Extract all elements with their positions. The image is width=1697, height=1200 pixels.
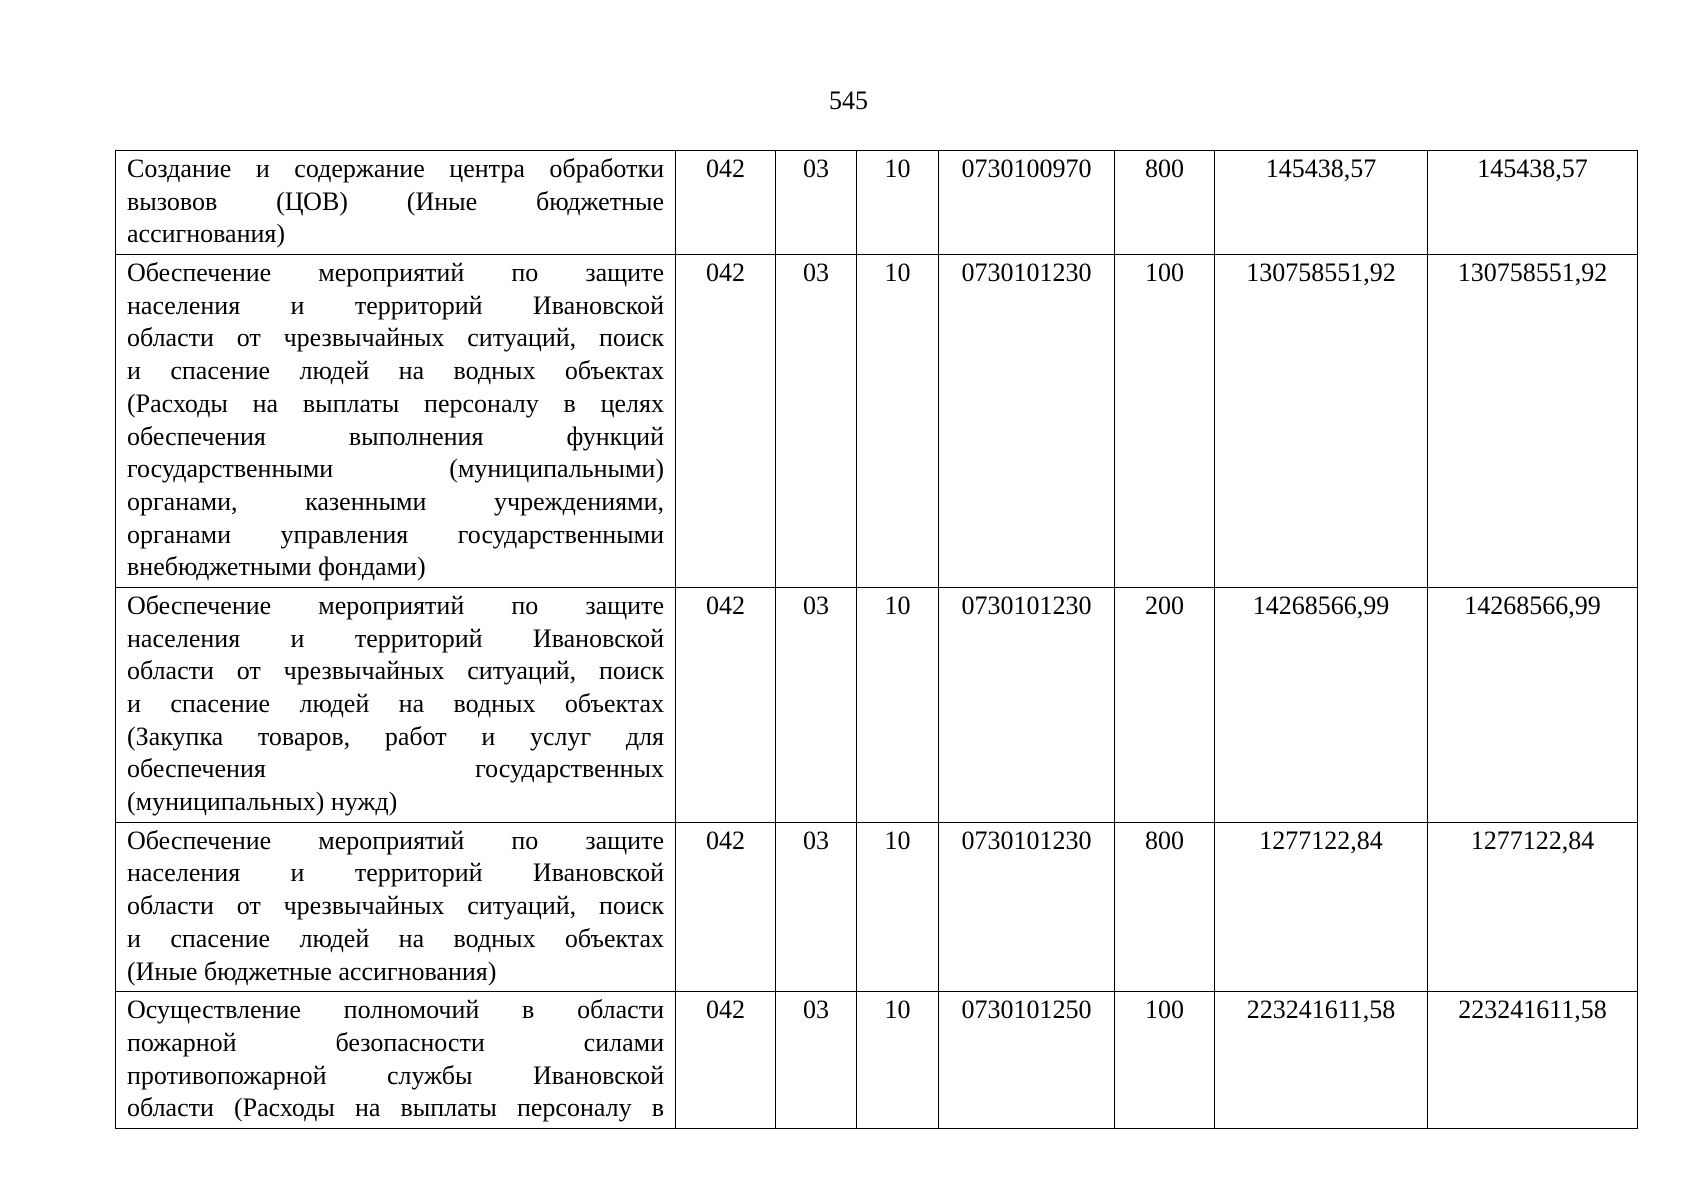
amount-year-1: 130758551,92 [1215, 255, 1428, 588]
row-description [116, 992, 676, 1129]
description-line: обеспечения выполнения функций [127, 421, 664, 451]
description-line: и спасение людей на водных объектах [127, 356, 664, 386]
target-article-code: 0730101230 [939, 822, 1115, 991]
description-line: государственными (муниципальными) [127, 454, 664, 484]
row-description [116, 822, 676, 991]
row-description [116, 151, 676, 255]
budget-table [115, 150, 1638, 1129]
section-code: 03 [776, 822, 857, 991]
amount-year-2: 1277122,84 [1428, 822, 1638, 991]
subsection-code: 10 [857, 587, 939, 822]
target-article-code: 0730101230 [939, 587, 1115, 822]
description-line: населения и территорий Ивановской [127, 623, 664, 653]
description-line: вызовов (ЦОВ) (Иные бюджетные [127, 186, 664, 216]
target-article-code: 0730101230 [939, 255, 1115, 588]
table-row [116, 255, 1638, 588]
amount-year-1: 1277122,84 [1215, 822, 1428, 991]
table-row [116, 151, 1638, 255]
description-line: и спасение людей на водных объектах [127, 923, 664, 953]
expense-type-code: 800 [1115, 151, 1215, 255]
description-line: обеспечения государственных [127, 754, 664, 784]
expense-type-code: 100 [1115, 992, 1215, 1129]
description-line: (Расходы на выплаты персоналу в целях [127, 388, 664, 418]
table-row [116, 587, 1638, 822]
amount-year-2: 145438,57 [1428, 151, 1638, 255]
expense-type-code: 200 [1115, 587, 1215, 822]
description-line: ассигнования) [127, 219, 286, 249]
page-number: 545 [829, 86, 868, 115]
description-line: Осуществление полномочий в области [127, 995, 664, 1025]
description-line: Обеспечение мероприятий по защите [127, 258, 664, 288]
description-line: Обеспечение мероприятий по защите [127, 590, 664, 620]
description-line: населения и территорий Ивановской [127, 290, 664, 320]
amount-year-2: 223241611,58 [1428, 992, 1638, 1129]
description-line: населения и территорий Ивановской [127, 858, 664, 888]
description-line: (муниципальных) нужд) [127, 787, 398, 817]
description-line: области от чрезвычайных ситуаций, поиск [127, 323, 664, 353]
description-line: (Закупка товаров, работ и услуг для [127, 721, 664, 751]
subsection-code: 10 [857, 255, 939, 588]
target-article-code: 0730100970 [939, 151, 1115, 255]
ministry-code: 042 [676, 822, 776, 991]
table-row [116, 992, 1638, 1129]
row-description [116, 255, 676, 588]
description-line: внебюджетными фондами) [127, 552, 426, 582]
ministry-code: 042 [676, 151, 776, 255]
description-line: органами управления государственными [127, 519, 664, 549]
target-article-code: 0730101250 [939, 992, 1115, 1129]
subsection-code: 10 [857, 992, 939, 1129]
description-line: пожарной безопасности силами [127, 1027, 664, 1057]
row-description [116, 587, 676, 822]
description-line: и спасение людей на водных объектах [127, 689, 664, 718]
amount-year-2: 14268566,99 [1428, 587, 1638, 822]
section-code: 03 [776, 255, 857, 588]
ministry-code: 042 [676, 992, 776, 1129]
amount-year-1: 145438,57 [1215, 151, 1428, 255]
section-code: 03 [776, 151, 857, 255]
expense-type-code: 800 [1115, 822, 1215, 991]
amount-year-2: 130758551,92 [1428, 255, 1638, 588]
subsection-code: 10 [857, 151, 939, 255]
ministry-code: 042 [676, 587, 776, 822]
description-line: области от чрезвычайных ситуаций, поиск [127, 891, 664, 921]
table-row [116, 822, 1638, 991]
description-line: области (Расходы на выплаты персоналу в [127, 1093, 664, 1123]
amount-year-1: 223241611,58 [1215, 992, 1428, 1129]
section-code: 03 [776, 587, 857, 822]
description-line: Создание и содержание центра обработки [127, 154, 664, 183]
description-line: (Иные бюджетные ассигнования) [127, 956, 497, 986]
description-line: Обеспечение мероприятий по защите [127, 825, 664, 855]
description-line: противопожарной службы Ивановской [127, 1060, 664, 1090]
subsection-code: 10 [857, 822, 939, 991]
description-line: области от чрезвычайных ситуаций, поиск [127, 656, 664, 686]
section-code: 03 [776, 992, 857, 1129]
ministry-code: 042 [676, 255, 776, 588]
expense-type-code: 100 [1115, 255, 1215, 588]
amount-year-1: 14268566,99 [1215, 587, 1428, 822]
description-line: органами, казенными учреждениями, [127, 486, 664, 516]
